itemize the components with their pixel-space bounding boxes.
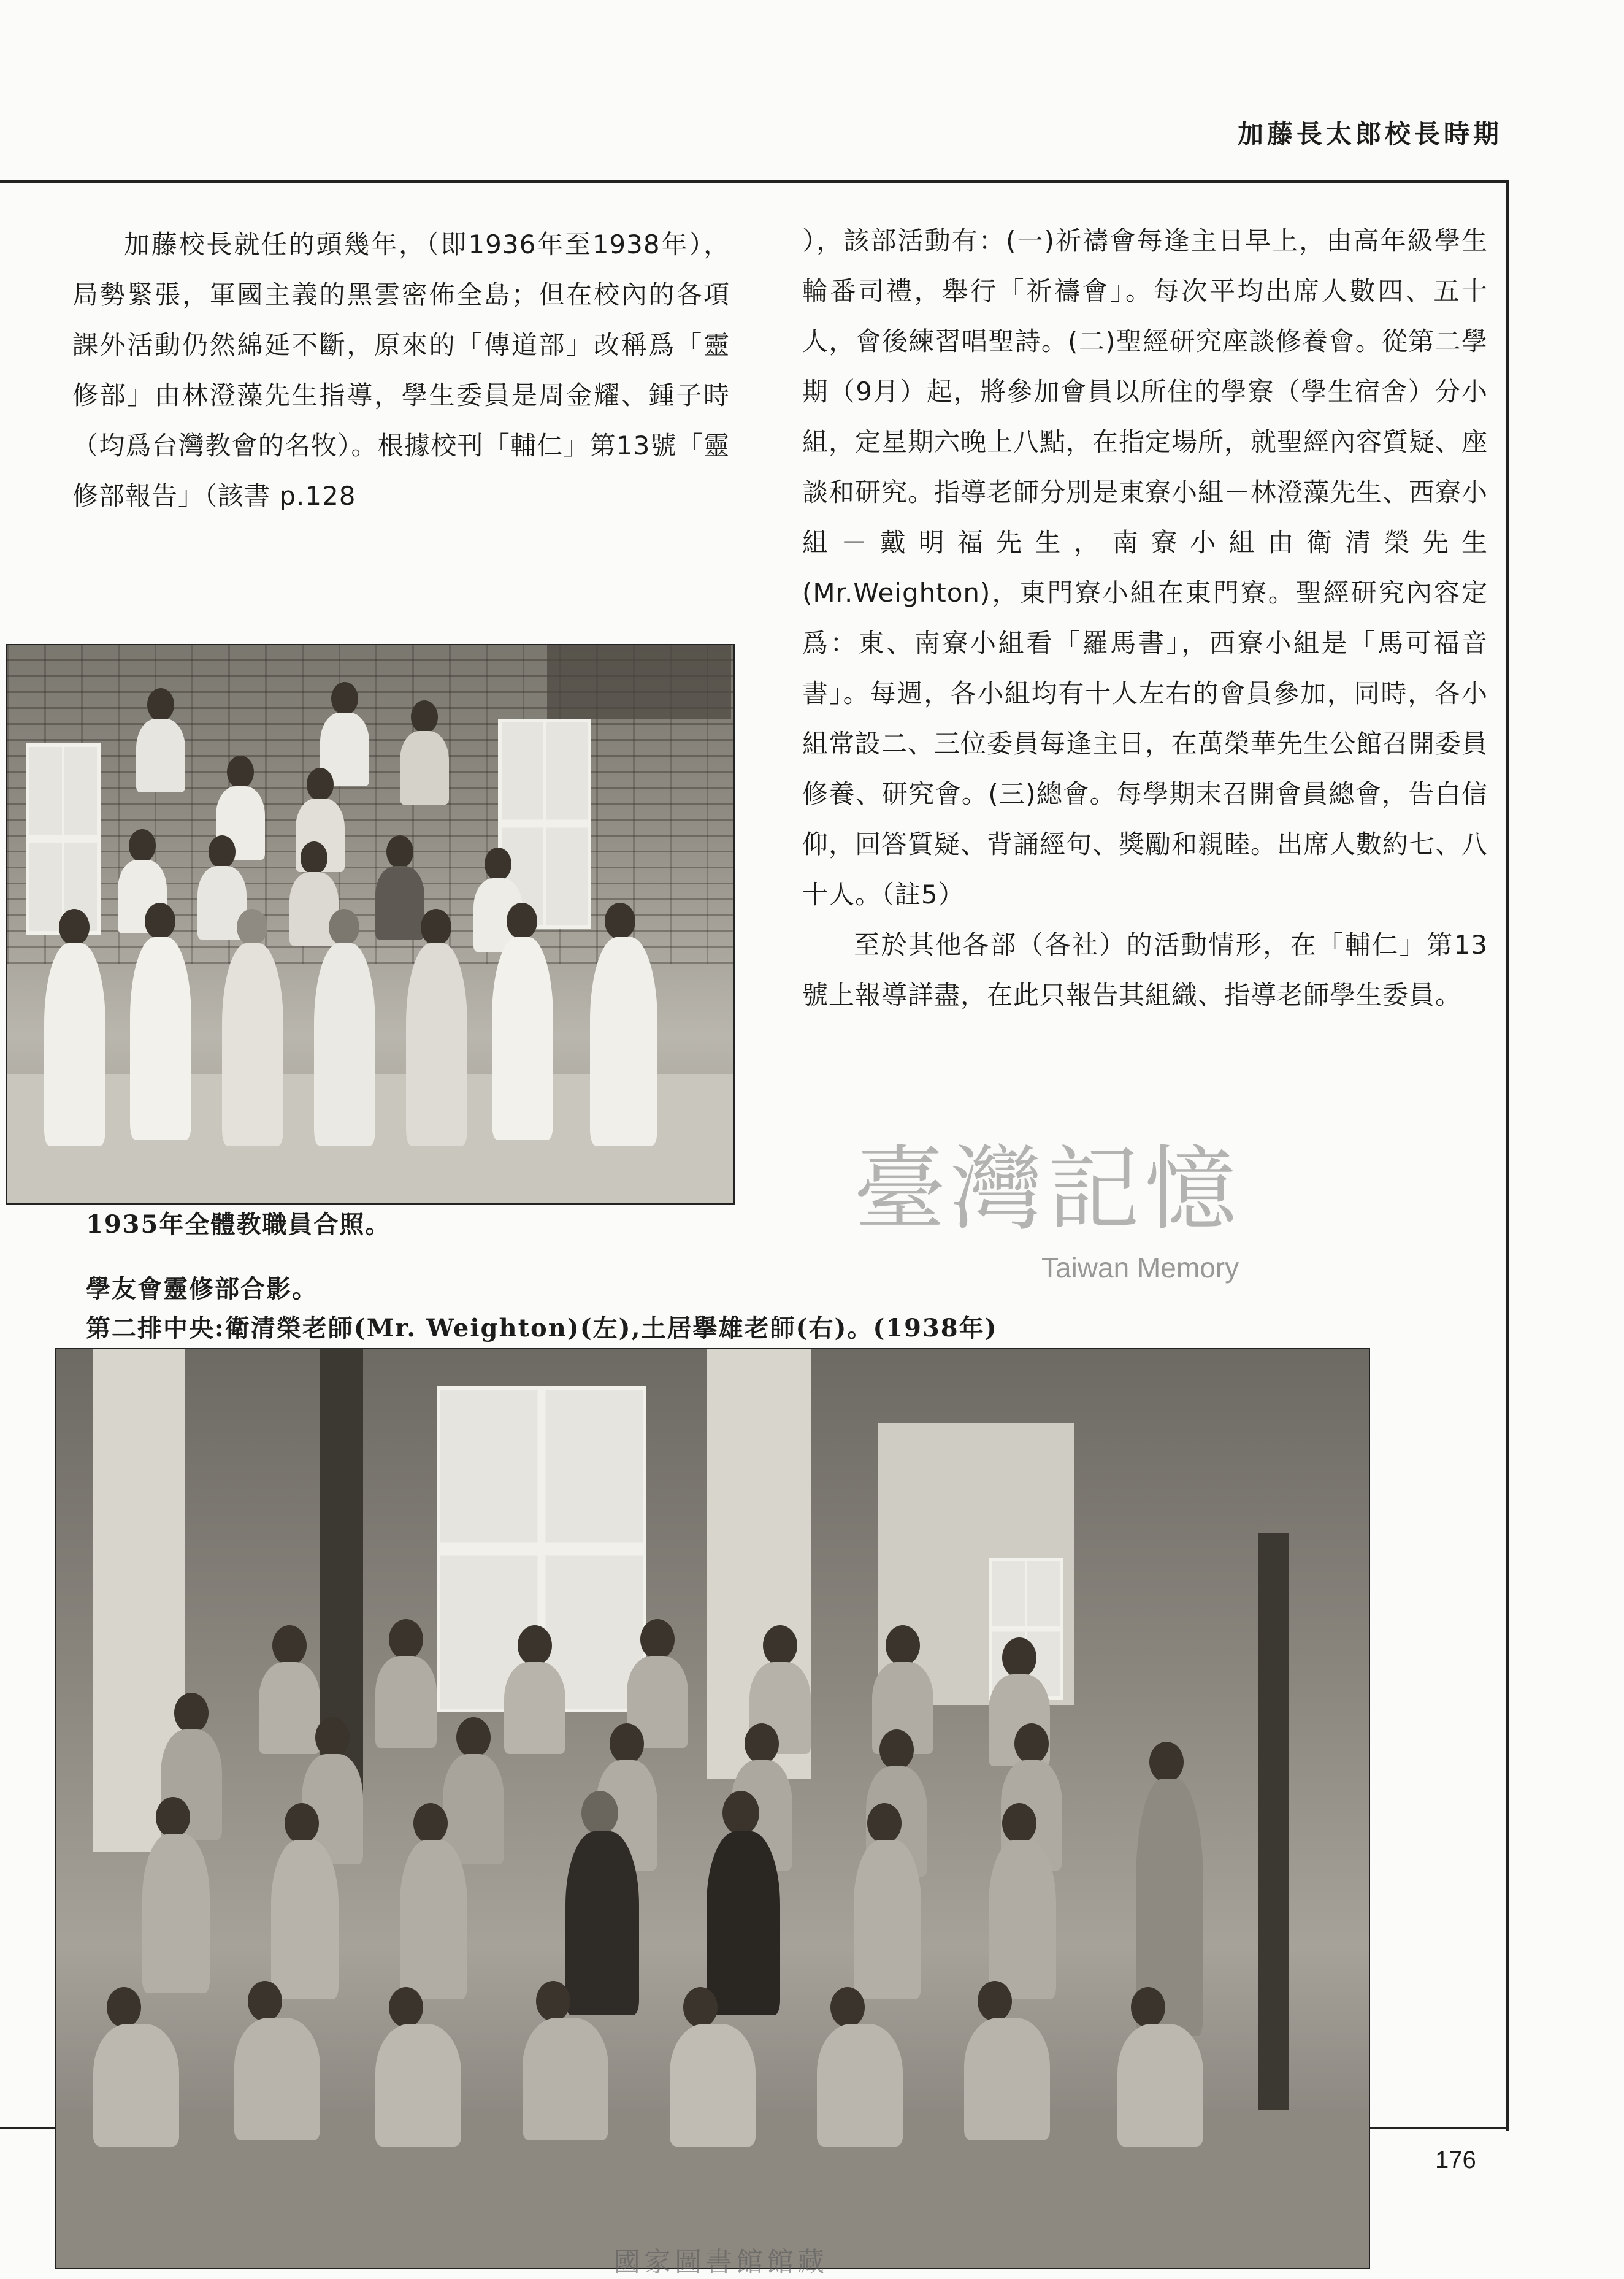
club-group-photo [55,1348,1370,2269]
taiwan-memory-watermark [808,1128,1287,1306]
right-rule [1506,180,1509,2131]
page-number: 176 [1435,2147,1476,2174]
staff-group-photo [6,644,735,1205]
library-collection-stamp: 國家圖書館館藏 [613,2246,828,2278]
club-photo-caption-line2: 第二排中央:衛清榮老師(Mr. Weighton)(左),土居擧雄老師(右)。(1938年) [86,1314,998,1343]
foliage [547,645,731,719]
right-text-column [802,216,1488,1021]
right-paragraph-1: ），該部活動有：(一)祈禱會每逢主日早上，由高年級學生輪番司禮，舉行「祈禱會」。每次平均出席人數四、五十人，會後練習唱聖詩。(二)聖經研究座談修養會。從第二學期（9月）起，將參加會員以所住的學寮（學生宿舍）分小組，定星期六晚上八點，在指定場所，就聖經內容質疑、座談和研究。指導老師分別是東寮小組－林澄藻先生、西寮小組－戴明福先生，南寮小組由衛清榮先生(Mr.Weighton)，東門寮小組在東門寮。聖經研究內容定爲：東、南寮小組看「羅馬書」，西寮小組是「馬可福音書」。每週，各小組均有十人左右的會員參加，同時，各小組常設二、三位委員每逢主日，在萬榮華先生公館召開委員修養、研究會。(三)總會。每學期末召開會員總會，告白信仰，回答質疑、背誦經句、獎勵和親睦。出席人數約七、八十人。（註5） [802,226,1488,910]
running-header: 加藤長太郎校長時期 [1237,119,1503,149]
staff-photo-caption: 1935年全體教職員合照。 [86,1210,391,1239]
window [26,743,101,935]
club-photo-caption-line1: 學友會靈修部合影。 [86,1274,318,1303]
watermark-chinese: 臺灣記憶 [853,1136,1241,1243]
watermark-english: Taiwan Memory [1041,1252,1239,1284]
tree-trunk [1258,1533,1289,2134]
left-text-column [72,220,730,521]
left-paragraph: 加藤校長就任的頭幾年，（即1936年至1938年），局勢緊張，軍國主義的黑雲密佈全島；但在校內的各項課外活動仍然綿延不斷，原來的「傳道部」改稱爲「靈修部」由林澄藻先生指導，學生委員是周金耀、鍾子時（均爲台灣教會的名牧）。根據校刊「輔仁」第13號「靈修部報告」（該書 p.128 [72,229,730,511]
top-rule [0,180,1509,183]
right-paragraph-2: 至於其他各部（各社）的活動情形，在「輔仁」第13號上報導詳盡，在此只報告其組織、指導老師學生委員。 [802,930,1488,1010]
